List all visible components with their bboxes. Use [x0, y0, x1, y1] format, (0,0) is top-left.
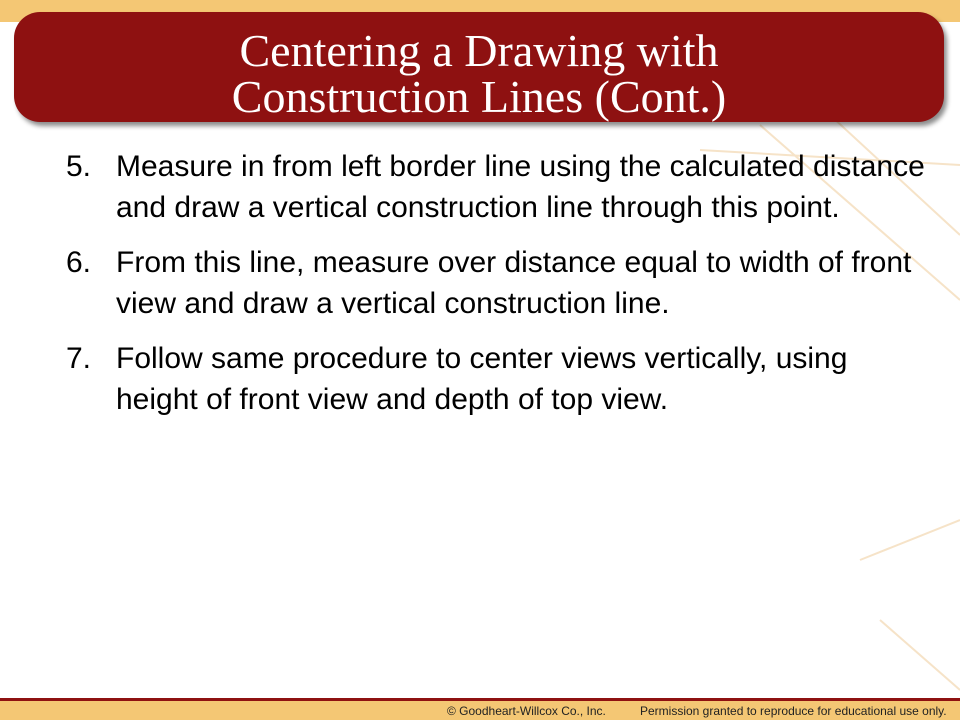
step-item [66, 242, 926, 324]
step-text: Follow same procedure to center views vertically, using height of front view and depth of top view. [116, 342, 848, 416]
steps-list [66, 146, 926, 434]
title-line-1: Centering a Drawing with [239, 25, 719, 76]
title-line-2: Construction Lines (Cont.) [231, 71, 727, 122]
step-item [66, 338, 926, 420]
step-number: 6. [66, 246, 92, 279]
step-number: 7. [66, 342, 92, 375]
step-number: 5. [66, 150, 92, 183]
slide-title [14, 25, 944, 122]
footer-copyright: © Goodheart-Willcox Co., Inc. [447, 704, 606, 718]
footer-permission: Permission granted to reproduce for educational use only. [640, 704, 947, 718]
step-text: From this line, measure over distance equal to width of front view and draw a vertical construction line. [116, 246, 912, 320]
title-banner [14, 12, 944, 122]
step-text: Measure in from left border line using the calculated distance and draw a vertical construction line through this point. [116, 150, 925, 224]
step-item [66, 146, 926, 228]
